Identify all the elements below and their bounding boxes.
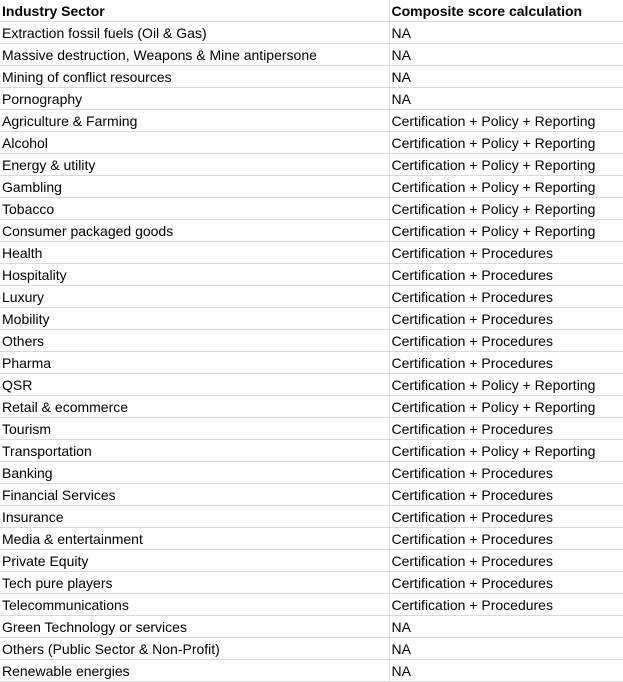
industry-sector-cell[interactable]: Luxury [0,286,389,308]
industry-sector-cell[interactable]: Telecommunications [0,594,389,616]
table-row [0,220,623,242]
industry-sector-cell[interactable]: QSR [0,374,389,396]
composite-score-cell[interactable]: Certification + Procedures [389,264,623,286]
table-row [0,528,623,550]
composite-score-cell[interactable]: Certification + Policy + Reporting [389,374,623,396]
table-row [0,638,623,660]
composite-score-cell[interactable]: Certification + Procedures [389,484,623,506]
composite-score-cell[interactable]: Certification + Procedures [389,550,623,572]
table-row [0,550,623,572]
composite-score-cell[interactable]: Certification + Procedures [389,572,623,594]
industry-sector-cell[interactable]: Green Technology or services [0,616,389,638]
industry-sector-cell[interactable]: Mobility [0,308,389,330]
table-row [0,572,623,594]
composite-score-cell[interactable]: Certification + Policy + Reporting [389,176,623,198]
composite-score-cell[interactable]: NA [389,22,623,44]
table-row [0,154,623,176]
composite-score-cell[interactable]: Certification + Procedures [389,418,623,440]
table-body [0,22,623,682]
table-row [0,44,623,66]
industry-sector-cell[interactable]: Hospitality [0,264,389,286]
table-row [0,352,623,374]
composite-score-cell[interactable]: Certification + Procedures [389,286,623,308]
composite-score-cell[interactable]: Certification + Policy + Reporting [389,132,623,154]
composite-score-cell[interactable]: NA [389,88,623,110]
table-row [0,418,623,440]
table-row [0,286,623,308]
industry-sector-cell[interactable]: Renewable energies [0,660,389,682]
industry-sector-cell[interactable]: Alcohol [0,132,389,154]
industry-sector-cell[interactable]: Tourism [0,418,389,440]
table-row [0,132,623,154]
table-row [0,66,623,88]
composite-score-cell[interactable]: NA [389,616,623,638]
table-row [0,330,623,352]
industry-sector-cell[interactable]: Banking [0,462,389,484]
industry-sector-cell[interactable]: Pornography [0,88,389,110]
composite-score-cell[interactable]: Certification + Procedures [389,462,623,484]
header-row [0,0,623,22]
industry-sector-cell[interactable]: Health [0,242,389,264]
industry-sector-cell[interactable]: Private Equity [0,550,389,572]
table-row [0,660,623,682]
table-row [0,308,623,330]
composite-score-cell[interactable]: Certification + Procedures [389,506,623,528]
industry-sector-cell[interactable]: Pharma [0,352,389,374]
table-row [0,506,623,528]
composite-score-cell[interactable]: NA [389,660,623,682]
composite-score-cell[interactable]: Certification + Procedures [389,242,623,264]
industry-sector-cell[interactable]: Others [0,330,389,352]
composite-score-cell[interactable]: Certification + Policy + Reporting [389,198,623,220]
composite-score-cell[interactable]: NA [389,638,623,660]
table-row [0,242,623,264]
table-row [0,616,623,638]
table-row [0,264,623,286]
table-row [0,374,623,396]
industry-sector-cell[interactable]: Extraction fossil fuels (Oil & Gas) [0,22,389,44]
industry-sector-cell[interactable]: Transportation [0,440,389,462]
composite-score-cell[interactable]: Certification + Policy + Reporting [389,110,623,132]
composite-score-cell[interactable]: Certification + Procedures [389,308,623,330]
table-row [0,88,623,110]
industry-sector-cell[interactable]: Mining of conflict resources [0,66,389,88]
header-industry-sector[interactable]: Industry Sector [0,0,389,22]
industry-sector-cell[interactable]: Agriculture & Farming [0,110,389,132]
composite-score-cell[interactable]: NA [389,66,623,88]
header-composite-score[interactable]: Composite score calculation [389,0,623,22]
industry-sector-cell[interactable]: Gambling [0,176,389,198]
table-row [0,396,623,418]
industry-sector-cell[interactable]: Massive destruction, Weapons & Mine antipersone [0,44,389,66]
composite-score-cell[interactable]: Certification + Procedures [389,352,623,374]
industry-sector-cell[interactable]: Insurance [0,506,389,528]
composite-score-cell[interactable]: Certification + Procedures [389,330,623,352]
composite-score-cell[interactable]: Certification + Policy + Reporting [389,154,623,176]
table-row [0,22,623,44]
table-row [0,462,623,484]
composite-score-cell[interactable]: Certification + Policy + Reporting [389,220,623,242]
table-row [0,594,623,616]
table-row [0,440,623,462]
industry-sector-cell[interactable]: Consumer packaged goods [0,220,389,242]
composite-score-cell[interactable]: Certification + Procedures [389,528,623,550]
industry-sector-cell[interactable]: Tech pure players [0,572,389,594]
table-row [0,110,623,132]
industry-sector-cell[interactable]: Others (Public Sector & Non-Profit) [0,638,389,660]
industry-sector-cell[interactable]: Energy & utility [0,154,389,176]
industry-sector-cell[interactable]: Tobacco [0,198,389,220]
industry-sector-cell[interactable]: Retail & ecommerce [0,396,389,418]
composite-score-cell[interactable]: Certification + Policy + Reporting [389,396,623,418]
composite-score-cell[interactable]: Certification + Policy + Reporting [389,440,623,462]
industry-sector-cell[interactable]: Media & entertainment [0,528,389,550]
table-row [0,484,623,506]
table-row [0,198,623,220]
composite-score-cell[interactable]: Certification + Procedures [389,594,623,616]
composite-score-cell[interactable]: NA [389,44,623,66]
table-row [0,176,623,198]
industry-sector-cell[interactable]: Financial Services [0,484,389,506]
